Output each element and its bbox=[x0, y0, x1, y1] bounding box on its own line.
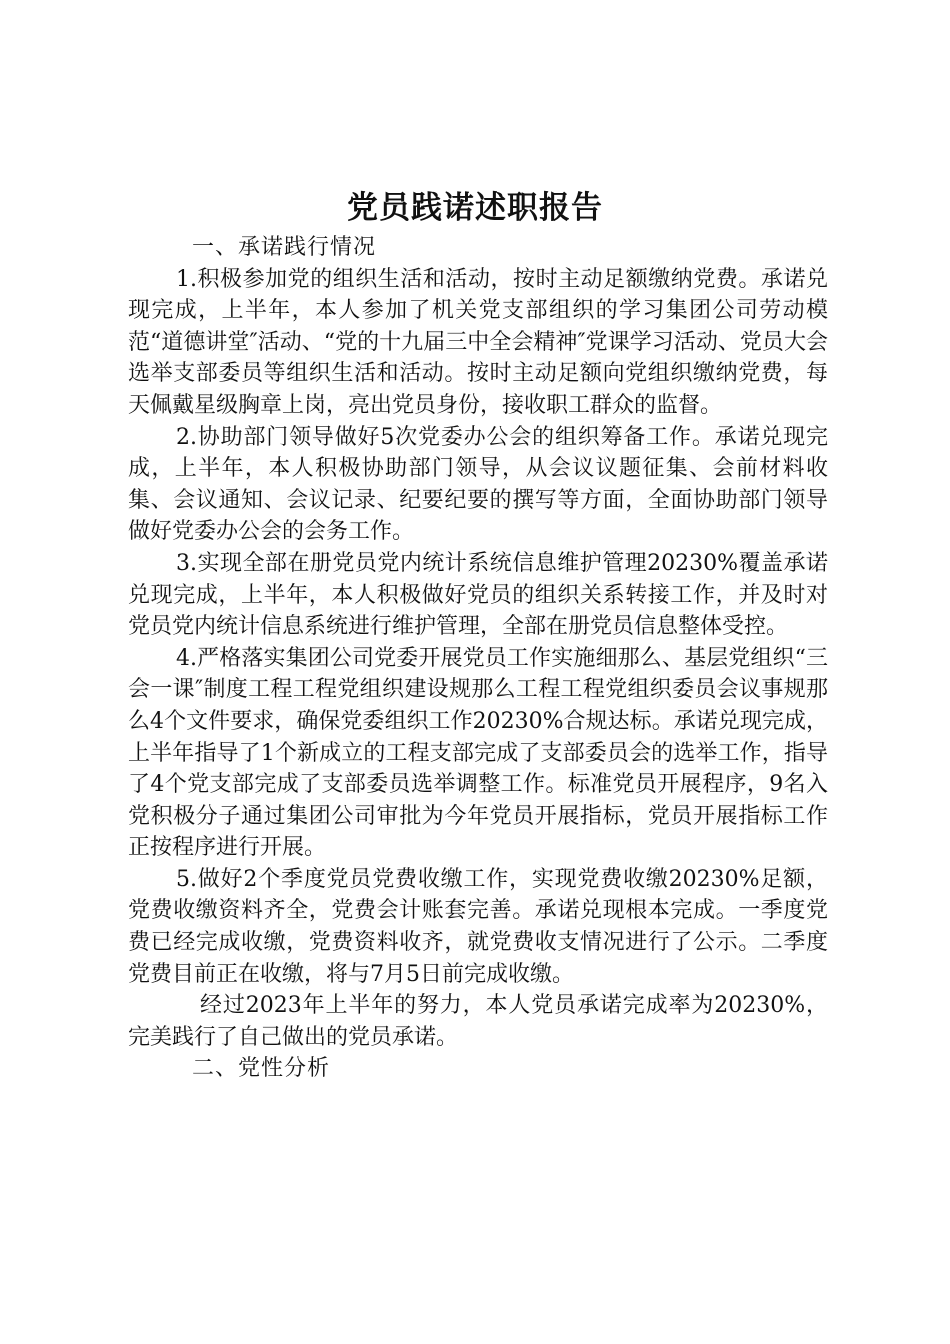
commitment-item-5: 5.做好2个季度党员党费收缴工作，实现党费收缴20230%足额，党费收缴资料齐全，党费会计账套完善。承诺兑现根本完成。一季度党费已经完成收缴，党费资料收齐，就党费收支情况进行了公示。二季度党费目前正在收缴，将与7月5日前完成收缴。 bbox=[128, 866, 828, 987]
document-body bbox=[128, 232, 828, 1085]
commitment-summary: 经过2023年上半年的努力，本人党员承诺完成率为20230%，完美践行了自己做出的党员承诺。 bbox=[128, 993, 828, 1050]
commitment-item-3: 3.实现全部在册党员党内统计系统信息维护管理20230%覆盖承诺兑现完成，上半年，本人积极做好党员的组织关系转接工作，并及时对党员党内统计信息系统进行维护管理，全部在册党员信息整体受控。 bbox=[128, 550, 828, 640]
commitment-item-2: 2.协助部门领导做好5次党委办公会的组织筹备工作。承诺兑现完成，上半年，本人积极协助部门领导，从会议议题征集、会前材料收集、会议通知、会议记录、纪要纪要的撰写等方面，全面协助部门领导做好党委办公会的会务工作。 bbox=[128, 424, 828, 545]
document-title: 党员践诺述职报告 bbox=[347, 190, 603, 226]
section-heading-party-analysis: 二、党性分析 bbox=[192, 1056, 331, 1082]
commitment-item-4: 4.严格落实集团公司党委开展党员工作实施细那么、基层党组织“三会一课″制度工程工程党组织建设规那么工程工程党组织委员会议事规那么4个文件要求，确保党委组织工作20230%合规达标。承诺兑现完成，上半年指导了1个新成立的工程支部完成了支部委员会的选举工作，指导了4个党支部完成了支部委员选举调整工作。标准党员开展程序，9名入党积极分子通过集团公司审批为今年党员开展指标，党员开展指标工作正按程序进行开展。 bbox=[128, 645, 828, 861]
commitment-item-1: 1.积极参加党的组织生活和活动，按时主动足额缴纳党费。承诺兑现完成，上半年，本人参加了机关党支部组织的学习集团公司劳动模范“道德讲堂″活动、“党的十九届三中全会精神″党课学习活动、党员大会选举支部委员等组织生活和活动。按时主动足额向党组织缴纳党费，每天佩戴星级胸章上岗，亮出党员身份，接收职工群众的监督。 bbox=[128, 266, 828, 418]
section-heading-commitment: 一、承诺践行情况 bbox=[192, 235, 377, 260]
